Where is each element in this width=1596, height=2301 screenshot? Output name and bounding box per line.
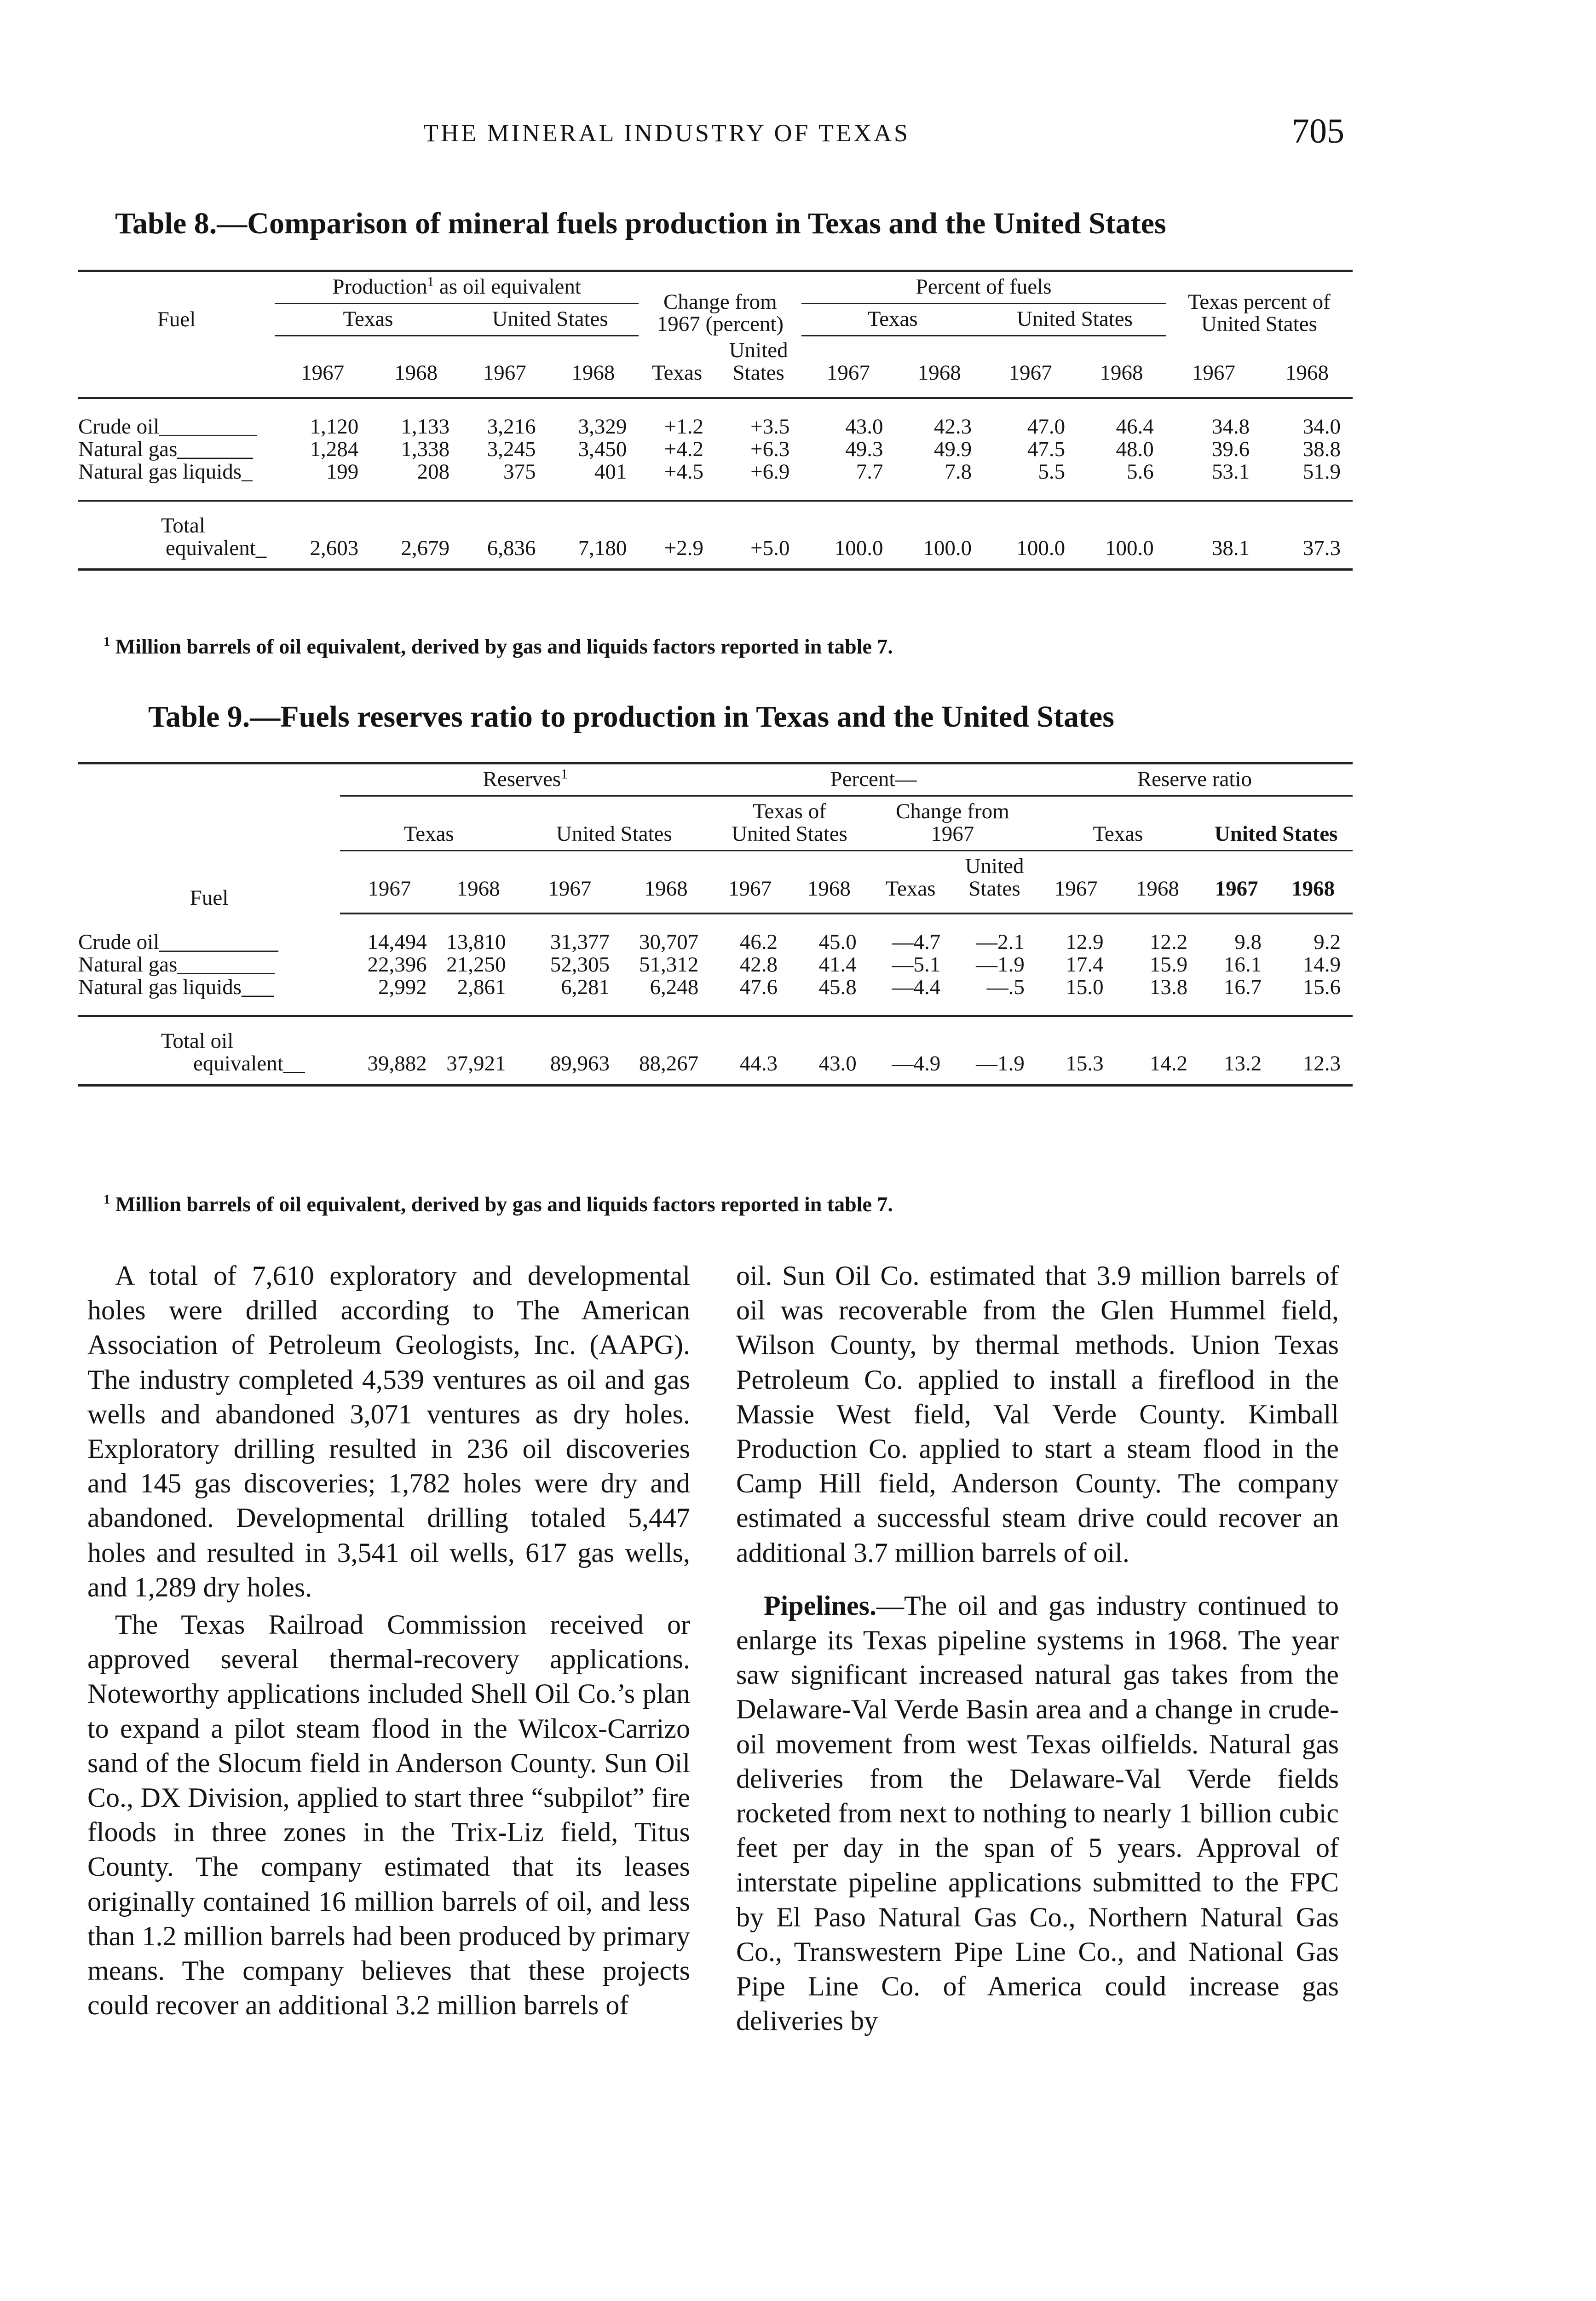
cell: +6.3 — [750, 437, 790, 461]
table-9-head-ratio-texas: Texas — [1037, 796, 1199, 850]
cell: 15.3 — [1037, 1016, 1116, 1085]
table-8-head-change: Change from 1967 (percent) — [639, 271, 801, 336]
cell: 100.0 — [1077, 501, 1166, 570]
cell: 100.0 — [801, 501, 895, 570]
table-row — [78, 976, 1353, 999]
cell: 16.7 — [1223, 975, 1262, 1000]
cell: 14.9 — [1302, 953, 1341, 977]
cell: 14,494 — [367, 930, 427, 954]
cell: 5.5 — [1038, 459, 1066, 484]
cell: 6,248 — [650, 975, 699, 1000]
cell: 48.0 — [1116, 437, 1154, 461]
cell: 12.3 — [1273, 1016, 1353, 1085]
table-9-head-year: 1968 — [789, 850, 869, 913]
table-8-head-blank — [78, 335, 275, 398]
cell: 89,963 — [518, 1016, 622, 1085]
cell: 1,120 — [310, 415, 359, 439]
cell: 34.0 — [1302, 415, 1341, 439]
table-9-head-year: 1968 — [1273, 850, 1353, 913]
cell: 7.8 — [945, 459, 972, 484]
cell: 375 — [503, 459, 536, 484]
page-header — [0, 112, 1596, 156]
table-total-row — [78, 1016, 1353, 1085]
table-row — [78, 416, 1353, 438]
row-label: Crude oil___________ — [78, 930, 278, 954]
cell: 16.1 — [1223, 953, 1262, 977]
table-9-title: Table 9.—Fuels reserves ratio to production in Texas and the United States — [148, 700, 1114, 734]
page-number: 705 — [1292, 112, 1344, 150]
cell: 3,245 — [487, 437, 536, 461]
cell: 42.3 — [933, 415, 972, 439]
table-8-head-change-us: United States — [715, 335, 801, 398]
cell: 21,250 — [446, 953, 506, 977]
cell: 2,603 — [275, 501, 370, 570]
table-8-head-year: 1968 — [1077, 335, 1166, 398]
table-total-row — [78, 501, 1353, 570]
cell: 2,992 — [378, 975, 427, 1000]
table-9-head-year: 1967 — [518, 850, 622, 913]
cell: 2,679 — [370, 501, 461, 570]
cell: 7.7 — [856, 459, 883, 484]
cell: 46.4 — [1116, 415, 1154, 439]
table-9-head-change-texas: Texas — [869, 850, 953, 913]
cell: 42.8 — [739, 953, 778, 977]
cell: 14.2 — [1116, 1016, 1200, 1085]
cell: 46.2 — [739, 930, 778, 954]
total-label: Total equivalent_ — [78, 501, 275, 570]
cell: 49.3 — [845, 437, 883, 461]
cell: 30,707 — [639, 930, 699, 954]
table-9-head-year: 1967 — [710, 850, 789, 913]
table-9-head-reserve-ratio: Reserve ratio — [1037, 763, 1353, 796]
table-8-head-year: 1967 — [801, 335, 895, 398]
cell: 22,396 — [367, 953, 427, 977]
table-9-head-texas-of-us: Texas of United States — [710, 796, 869, 850]
cell: 100.0 — [895, 501, 984, 570]
cell: 1,284 — [310, 437, 359, 461]
cell: 51,312 — [639, 953, 699, 977]
row-label: Crude oil_________ — [78, 415, 257, 439]
table-9-head-percent: Percent— — [710, 763, 1037, 796]
table-8-head-production: Production$^1$ as oil equivalent — [275, 271, 639, 304]
table-9-head-year: 1967 — [1199, 850, 1273, 913]
paragraph: A total of 7,610 exploratory and developmental holes were drilled according to The American Association of Petroleum Geologists, Inc. (AAPG). The industry completed 4,539 ventures as oil and gas wells and abandoned 3,071 ventures as dry holes. Exploratory drilling resulted in 236 oil discoveries and 145 gas discoveries; 1,782 holes were dry and abandoned. Developmental drilling totaled 5,447 holes and resulted in 3,541 oil wells, 617 gas wells, and 1,289 dry holes. — [87, 1260, 690, 1602]
table-8-head-year: 1967 — [984, 335, 1077, 398]
running-head: THE MINERAL INDUSTRY OF TEXAS — [423, 119, 910, 147]
cell: 47.6 — [739, 975, 778, 1000]
cell: +1.2 — [664, 415, 703, 439]
cell: 39,882 — [340, 1016, 439, 1085]
cell: 7,180 — [548, 501, 639, 570]
cell: 9.2 — [1314, 930, 1341, 954]
cell: 47.5 — [1027, 437, 1066, 461]
row-label: Natural gas liquids_ — [78, 459, 253, 484]
table-9-head-res-us: United States — [518, 796, 711, 850]
cell: 2,861 — [457, 975, 506, 1000]
cell: —5.1 — [892, 953, 941, 977]
cell: —4.9 — [869, 1016, 953, 1085]
cell: 38.1 — [1166, 501, 1262, 570]
table-9-head-change-from-1967: Change from 1967 — [869, 796, 1037, 850]
cell: —1.9 — [976, 953, 1025, 977]
row-label: Natural gas_______ — [78, 437, 253, 461]
cell: 401 — [594, 459, 627, 484]
table-9-head-res-texas: Texas — [340, 796, 518, 850]
cell: 6,281 — [561, 975, 610, 1000]
table-9-footnote: $^1$ Million barrels of oil equivalent, derived by gas and liquids factors reported in table 7. — [104, 1192, 893, 1216]
table-8-head-fuel: Fuel — [78, 271, 275, 336]
table-8-head-year: 1968 — [895, 335, 984, 398]
cell: +4.2 — [664, 437, 703, 461]
cell: 53.1 — [1211, 459, 1250, 484]
cell: 44.3 — [710, 1016, 789, 1085]
cell: 88,267 — [622, 1016, 710, 1085]
cell: 13,810 — [446, 930, 506, 954]
cell: 13.2 — [1199, 1016, 1273, 1085]
table-9-head-year: 1968 — [1116, 850, 1200, 913]
table-8-head-year: 1967 — [461, 335, 547, 398]
cell: 199 — [326, 459, 359, 484]
left-column — [87, 1259, 690, 2023]
table-8-head-texas-percent: Texas percent of United States — [1166, 271, 1353, 336]
cell: —4.7 — [892, 930, 941, 954]
cell: 39.6 — [1211, 437, 1250, 461]
cell: 15.9 — [1149, 953, 1188, 977]
cell: 12.2 — [1149, 930, 1188, 954]
cell: 47.0 — [1027, 415, 1066, 439]
cell: —.5 — [986, 975, 1025, 1000]
cell: 3,450 — [578, 437, 627, 461]
table-9 — [78, 762, 1353, 1087]
cell: 52,305 — [550, 953, 610, 977]
table-8-head-year: 1968 — [1262, 335, 1353, 398]
cell: +6.9 — [750, 459, 790, 484]
cell: 37.3 — [1262, 501, 1353, 570]
total-label: Total oil equivalent__ — [78, 1016, 340, 1085]
cell: +2.9 — [639, 501, 715, 570]
paragraph-pipelines: Pipelines.—The oil and gas industry continued to enlarge its Texas pipeline systems in 1968. The year saw significant increased natural gas takes from the Delaware-Val Verde Basin area and a change in crude-oil movement from west Texas oilfields. Natural gas deliveries from the Delaware-Val Verde fields rocketed from next to nothing to nearly 1 billion cubic feet per day in the span of 5 years. Approval of interstate pipeline applications submitted to the FPC by El Paso Natural Gas Co., Northern Natural Gas Co., Transwestern Pipe Line Co., and National Gas Pipe Line Co. of America could increase gas deliveries by — [736, 1590, 1339, 2036]
table-9-head-year: 1968 — [439, 850, 518, 913]
pipelines-heading: Pipelines. — [764, 1590, 877, 1621]
table-9-head-fuel: Fuel — [78, 763, 340, 914]
cell: 100.0 — [984, 501, 1077, 570]
cell: 208 — [417, 459, 450, 484]
cell: 1,338 — [401, 437, 450, 461]
table-8-head-prod-texas: Texas — [275, 303, 461, 335]
cell: 45.0 — [818, 930, 857, 954]
paragraph: The Texas Railroad Commission received or approved several thermal-recovery applications. Noteworthy applications included Shell Oil Co.’s plan to expand a pilot steam flood in the Wilcox-Carrizo sand of the Slocum field in Anderson County. Sun Oil Co., DX Division, applied to start three “subpilot” fire floods in three zones in the Trix-Liz field, Titus County. The company estimated that its leases originally contained 16 million barrels of oil, and less than 1.2 million barrels had been produced by primary means. The company believes that these projects could recover an additional 3.2 million barrels of — [87, 1609, 690, 2021]
table-9-head-year: 1968 — [622, 850, 710, 913]
table-8-title: Table 8.—Comparison of mineral fuels production in Texas and the United States — [115, 207, 1166, 240]
table-row — [78, 954, 1353, 976]
right-column — [736, 1259, 1339, 2038]
cell: 37,921 — [439, 1016, 518, 1085]
table-8-head-percent-of-fuels: Percent of fuels — [801, 271, 1165, 304]
cell: 34.8 — [1211, 415, 1250, 439]
cell: 13.8 — [1149, 975, 1188, 1000]
cell: 12.9 — [1066, 930, 1104, 954]
table-8-head-pct-texas: Texas — [801, 303, 984, 335]
table-8-head-pct-us: United States — [984, 303, 1166, 335]
table-8-head-year: 1967 — [1166, 335, 1262, 398]
cell: 15.6 — [1302, 975, 1341, 1000]
table-8-head-prod-us: United States — [461, 303, 639, 335]
cell: 41.4 — [818, 953, 857, 977]
cell: —4.4 — [892, 975, 941, 1000]
cell: +4.5 — [664, 459, 703, 484]
table-row — [78, 931, 1353, 954]
cell: —2.1 — [976, 930, 1025, 954]
table-8 — [78, 270, 1353, 571]
cell: +5.0 — [715, 501, 801, 570]
table-row — [78, 438, 1353, 461]
cell: 5.6 — [1127, 459, 1154, 484]
cell: 15.0 — [1066, 975, 1104, 1000]
cell: 17.4 — [1066, 953, 1104, 977]
table-9-head-change-us: United States — [952, 850, 1037, 913]
cell: 6,836 — [461, 501, 547, 570]
cell: 51.9 — [1302, 459, 1341, 484]
cell: —1.9 — [952, 1016, 1037, 1085]
table-row — [78, 461, 1353, 483]
table-8-head-year: 1968 — [548, 335, 639, 398]
table-9-head-reserves: Reserves$^1$ — [340, 763, 710, 796]
cell: 31,377 — [550, 930, 610, 954]
paragraph: oil. Sun Oil Co. estimated that 3.9 million barrels of oil was recoverable from the Glen Hummel field, Wilson County, by thermal methods. Union Texas Petroleum Co. applied to install a fireflood in the Massie West field, Val Verde County. Kimball Production Co. applied to start a steam flood in the Camp Hill field, Anderson County. The company estimated a successful steam drive could recover an additional 3.7 million barrels of oil. — [736, 1260, 1339, 1568]
cell: 1,133 — [401, 415, 450, 439]
table-8-head-change-texas: Texas — [639, 335, 715, 398]
table-8-head-year: 1967 — [275, 335, 370, 398]
table-8-head-year: 1968 — [370, 335, 461, 398]
cell: 3,216 — [487, 415, 536, 439]
row-label: Natural gas liquids___ — [78, 975, 274, 1000]
row-label: Natural gas_________ — [78, 953, 275, 977]
cell: 43.0 — [789, 1016, 869, 1085]
cell: 3,329 — [578, 415, 627, 439]
table-9-head-year: 1967 — [1037, 850, 1116, 913]
cell: 9.8 — [1234, 930, 1262, 954]
table-8-footnote: $^1$ Million barrels of oil equivalent, derived by gas and liquids factors reported in table 7. — [104, 635, 893, 658]
table-9-head-ratio-us: United States — [1199, 796, 1353, 850]
table-9-head-year: 1967 — [340, 850, 439, 913]
cell: +3.5 — [750, 415, 790, 439]
cell: 38.8 — [1302, 437, 1341, 461]
cell: 45.8 — [818, 975, 857, 1000]
cell: 49.9 — [933, 437, 972, 461]
cell: 43.0 — [845, 415, 883, 439]
